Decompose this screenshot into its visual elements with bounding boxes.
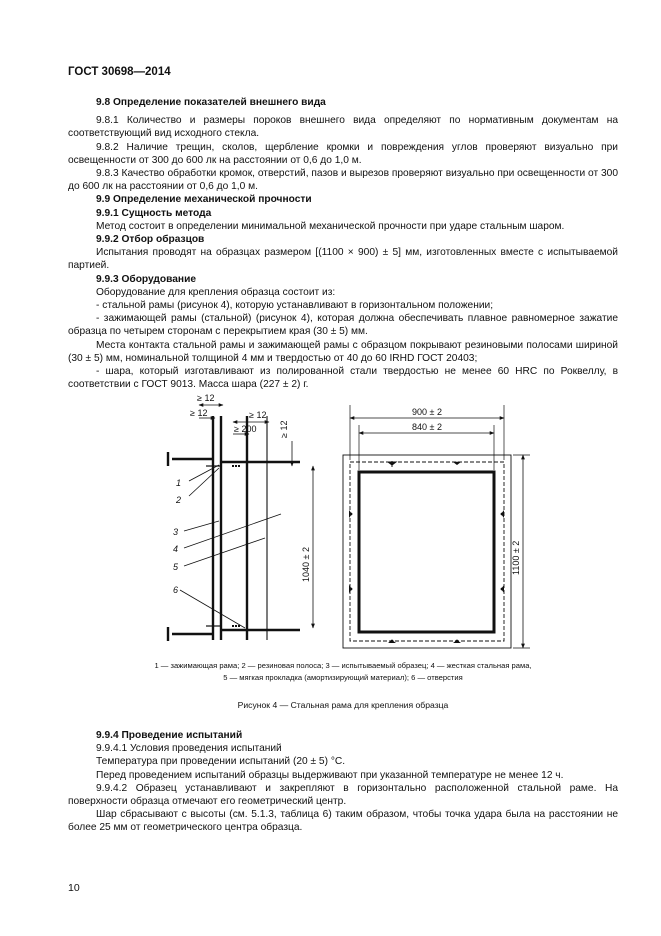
para-rubber-strips: Места контакта стальной рамы и зажимающей рамы с образцом покрывают резиновыми полосами шириной (30 ± 5) мм, номинальной толщиной 4 мм и твердостью от 40 до 60 IRHD ГОСТ 20403;: [68, 339, 618, 364]
para-9-9-2: Испытания проводят на образцах размером [(1100 × 900) ± 5] мм, изготовленных вместе с испытываемой партией.: [68, 247, 618, 272]
para-9-8-3: 9.8.3 Качество обработки кромок, отверстий, пазов и вырезов проверяют визуально при освещенности от 300 до 600 лк на расстоянии от 0,6 до 1,0 м.: [68, 168, 618, 193]
text-lower: [68, 729, 618, 835]
cross-section-view: [168, 405, 313, 641]
para-9-9-1: Метод состоит в определении минимальной механической прочности при ударе стальным шаром.: [96, 220, 565, 232]
sample-outline: [359, 472, 494, 632]
dim-label-1040: 1040 ± 2: [301, 547, 311, 582]
para-equipment: Оборудование для крепления образца состоит из:: [96, 286, 336, 298]
para-ball: - шара, который изготавливают из полированной стали твердостью не менее 60 HRC по Роквеллу, в соответствии с ГОСТ 9013. Масса шара (227 ± 2) г.: [68, 366, 618, 391]
para-steel-frame: - стальной рамы (рисунок 4), которую устанавливают в горизонтальном положении;: [96, 300, 494, 312]
figure-legend: [68, 660, 618, 684]
dim-label-12-c: ≥ 12: [249, 410, 267, 420]
para-ball-drop: Шар сбрасывают с высоты (см. 5.1.3, таблица 6) таким образом, чтобы точка удара была на расстоянии не более 25 мм от геометрического центра образца.: [68, 809, 618, 834]
dim-label-1100: 1100 ± 2: [511, 540, 521, 575]
para-9-8-2: 9.8.2 Наличие трещин, сколов, щербление кромки и повреждения углов проверяют визуально при освещенности от 300 до 600 лк на расстоянии от 0,6 до 1,0 м.: [68, 141, 618, 166]
page-number: 10: [68, 882, 80, 894]
dim-label-200: ≥ 200: [234, 424, 257, 434]
para-clamp-frame: - зажимающей рамы (стальной) (рисунок 4), которая должна обеспечивать плавное равномерное зажатие образца по четырем сторонам с перекрытием края (30 ± 5) мм.: [68, 313, 618, 338]
clamp-frame-outline: [343, 455, 511, 648]
rigid-frame-outline: [350, 462, 504, 641]
label-1: 1: [176, 478, 182, 488]
para-temperature: Температура при проведении испытаний (20 ± 5) °С.: [96, 756, 346, 768]
label-2: 2: [176, 495, 182, 505]
heading-9-9-3: 9.9.3 Оборудование: [96, 273, 196, 285]
dim-label-12-vertical: ≥ 12: [279, 420, 289, 438]
para-9-8-1: 9.8.1 Количество и размеры пороков внешнего вида определяют по нормативным документам на соответствующий вид исходного стекла.: [68, 115, 618, 140]
plan-view-labels: [412, 407, 521, 575]
label-6: 6: [173, 585, 179, 595]
fastener-marks: [349, 461, 504, 643]
cross-section-labels: [173, 393, 311, 595]
label-3: 3: [173, 527, 179, 537]
legend-line-1: 1 — зажимающая рама; 2 — резиновая полоса; 3 — испытываемый образец; 4 — жесткая стальная рама,: [154, 661, 532, 670]
dim-label-12-b: ≥ 12: [190, 408, 208, 418]
para-9-9-4-1: 9.9.4.1 Условия проведения испытаний: [96, 743, 282, 755]
document-header: ГОСТ 30698—2014: [68, 66, 171, 78]
heading-9-8: 9.8 Определение показателей внешнего вида: [96, 97, 326, 108]
para-conditioning: Перед проведением испытаний образцы выдерживают при указанной температуре не менее 12 ч.: [96, 769, 564, 781]
dim-label-900: 900 ± 2: [412, 407, 442, 417]
heading-9-9: 9.9 Определение механической прочности: [96, 194, 312, 206]
heading-9-9-4: 9.9.4 Проведение испытаний: [96, 730, 243, 741]
heading-9-9-1: 9.9.1 Сущность метода: [96, 207, 212, 219]
plan-view: [343, 405, 530, 648]
label-4: 4: [173, 544, 179, 554]
legend-line-2: 5 — мягкая прокладка (амортизирующий материал); 6 — отверстия: [223, 673, 463, 682]
heading-9-9-2: 9.9.2 Отбор образцов: [96, 234, 205, 246]
para-9-9-4-2: 9.9.4.2 Образец устанавливают и закрепляют в горизонтально расположенной стальной раме. На поверхности образца отмечают его геометрический центр.: [68, 782, 618, 808]
dim-label-12-a: ≥ 12: [197, 393, 215, 403]
dim-label-840: 840 ± 2: [412, 422, 442, 432]
figure-caption: Рисунок 4 — Стальная рама для крепления образца: [237, 700, 449, 710]
label-5: 5: [173, 562, 179, 572]
